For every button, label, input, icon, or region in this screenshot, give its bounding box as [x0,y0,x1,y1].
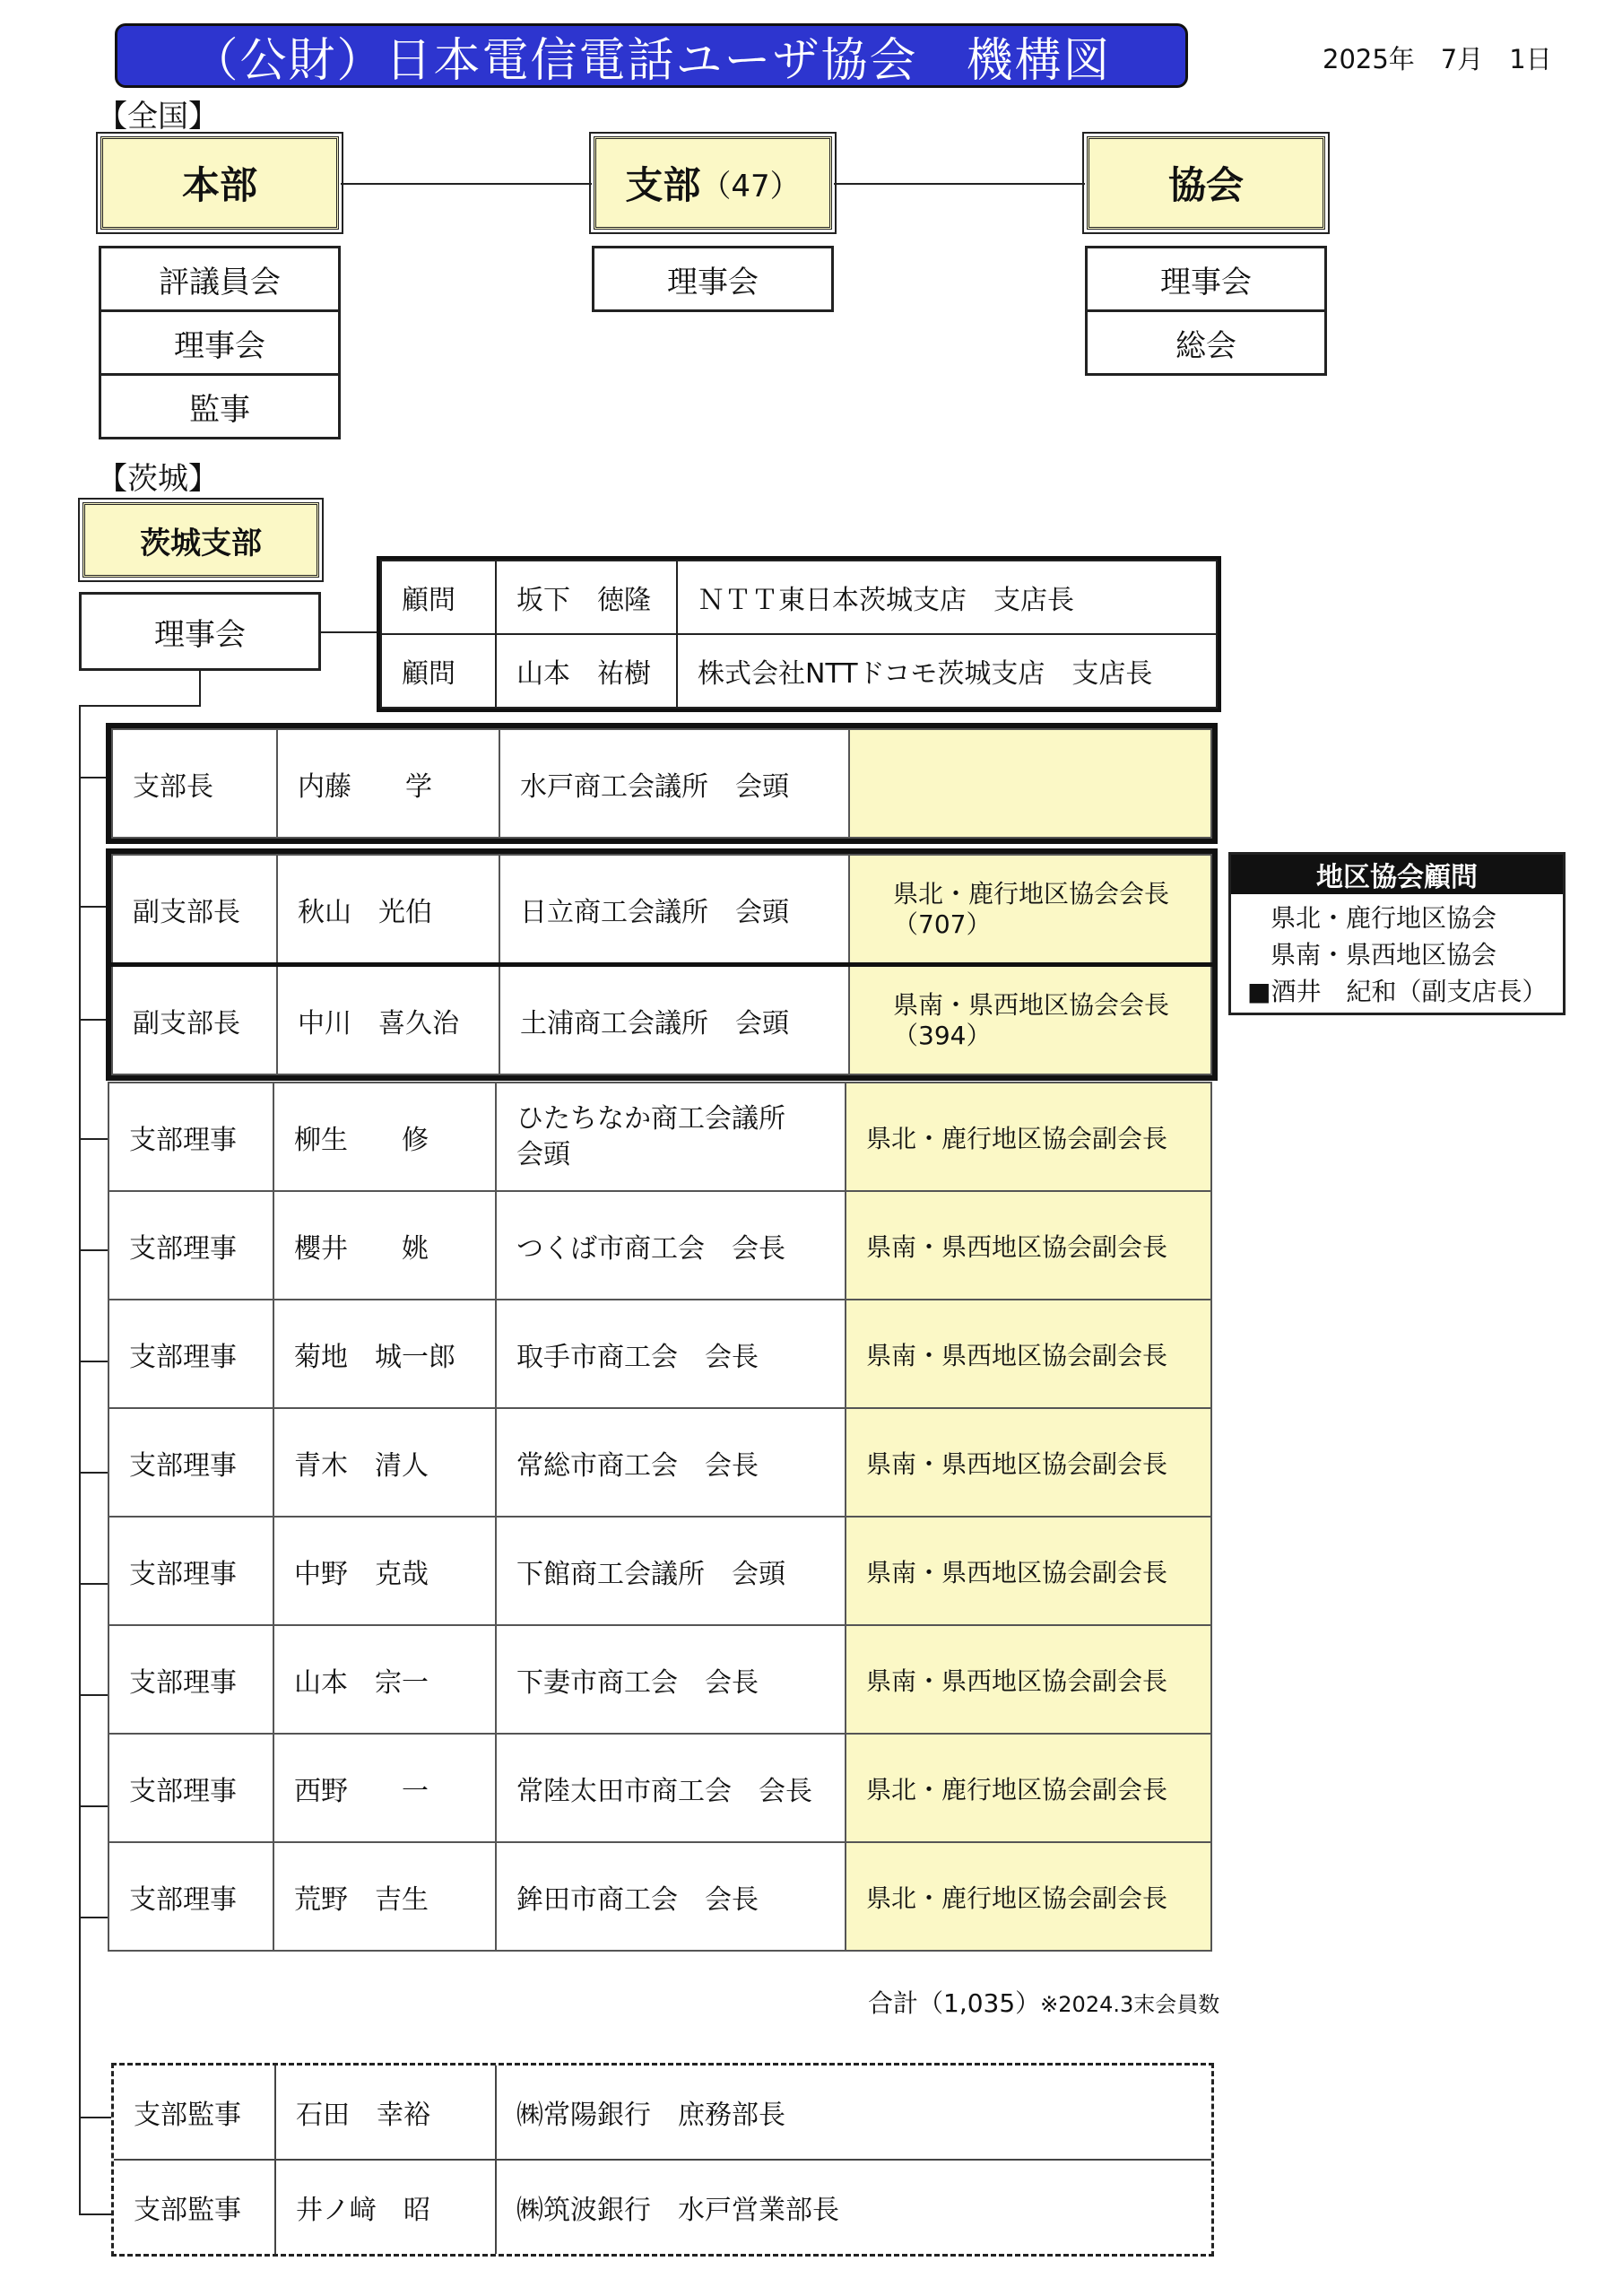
member-org: 水戸商工会議所 会頭 [499,729,849,838]
member-area: 県北・鹿行地区協会副会長 [846,1842,1211,1951]
connector-tick [79,1361,108,1362]
member-name: 西野 一 [273,1734,496,1842]
honbu-item: 監事 [189,391,250,428]
honbu-item: 評議員会 [101,248,338,312]
advisor-role: 顧問 [381,561,496,634]
member-org: 取手市商工会 会長 [496,1300,846,1408]
member-area: 県南・県西地区協会副会長 [846,1517,1211,1625]
member-name: 青木 清人 [273,1408,496,1517]
connector-honbu-shibu [341,183,592,185]
honbu-committees [99,246,341,439]
auditor-row [114,2066,1211,2160]
member-org: つくば市商工会 会長 [496,1191,846,1300]
vice-head-frame [106,848,1218,1081]
member-row [112,855,1211,965]
member-name: 内藤 学 [277,729,499,838]
member-area [849,855,1211,965]
directors-table [108,1082,1212,1952]
member-row [108,1625,1211,1734]
member-area-count: （394） [893,1020,992,1050]
page-title [115,23,1188,88]
member-name: 秋山 光伯 [277,855,499,965]
connector-tick [79,1583,108,1585]
member-org: 日立商工会議所 会頭 [499,855,849,965]
member-row [108,1083,1211,1191]
auditors-table [114,2066,1211,2254]
kyokai-title: 協会 [1167,163,1244,207]
connector-tick [79,1694,108,1696]
member-area-count: （707） [893,909,992,939]
district-advisor-line: 県北・鹿行地区協会 [1271,903,1497,933]
district-advisor-body [1231,894,1563,1010]
advisors-table-frame [377,556,1221,712]
kyokai-box [1087,136,1325,230]
member-area: 県南・県西地区協会副会長 [846,1408,1211,1517]
connector-board-down [199,671,201,705]
member-name: 柳生 修 [273,1083,496,1191]
auditor-name: 石田 幸裕 [275,2066,496,2160]
connector-shibu-kyokai [834,183,1085,185]
member-row [108,1300,1211,1408]
shibu-item: 理事会 [667,264,759,300]
member-role: 支部理事 [108,1842,273,1951]
vice-head-table [111,854,1212,1075]
kyokai-item: 総会 [1175,327,1236,364]
member-area: 県南・県西地区協会副会長 [846,1625,1211,1734]
member-org: 土浦商工会議所 会頭 [499,965,849,1075]
member-role: 支部長 [112,729,277,838]
member-total-note: ※2024.3末会員数 [1040,1992,1220,2017]
page-title-text: （公財）日本電信電話ユーザ協会 機構図 [191,33,1112,88]
connector-board-elbow [79,705,201,707]
member-row [108,1408,1211,1517]
ibaraki-board-box [79,592,321,671]
connector-trunk [79,705,81,2215]
member-role: 副支部長 [112,965,277,1075]
advisor-org: 株式会社NTTドコモ茨城支店 支店長 [677,634,1217,708]
shibu-title: 支部 [625,163,701,207]
member-row [108,1517,1211,1625]
auditors-frame [111,2063,1214,2257]
member-role: 支部理事 [108,1191,273,1300]
member-role: 支部理事 [108,1625,273,1734]
member-org: 常陸太田市商工会 会長 [496,1734,846,1842]
member-total-count: 合計（1,035） [868,1988,1041,2018]
member-role: 副支部長 [112,855,277,965]
member-total [868,1984,1219,2020]
auditor-role: 支部監事 [114,2160,275,2254]
member-org: 鉾田市商工会 会長 [496,1842,846,1951]
district-advisor-box [1228,852,1566,1015]
ibaraki-branch-box [82,502,319,578]
advisors-table [380,560,1218,709]
auditor-row [114,2160,1211,2254]
member-org-line: ひたちなか商工会議所 [516,1102,785,1135]
connector-tick [79,1805,108,1807]
auditor-role: 支部監事 [114,2066,275,2160]
ibaraki-board-title: 理事会 [154,616,246,653]
ibaraki-section-label: 【茨城】 [97,461,219,497]
member-area: 県南・県西地区協会副会長 [846,1191,1211,1300]
honbu-item: 理事会 [101,312,338,376]
member-area: 県北・鹿行地区協会副会長 [846,1083,1211,1191]
kyokai-committees [1085,246,1327,376]
shibu-count: （47） [700,168,801,204]
district-advisor-line: 県南・県西地区協会 [1271,940,1497,970]
kyokai-item: 理事会 [1088,248,1324,312]
member-area-line: 県北・鹿行地区協会会長 [893,878,1170,909]
member-row [108,1842,1211,1951]
member-org: 常総市商工会 会長 [496,1408,846,1517]
member-name: 中野 克哉 [273,1517,496,1625]
connector-tick [79,2117,111,2118]
honbu-title: 本部 [181,163,257,207]
national-section-label: 【全国】 [97,99,219,135]
directors-frame [108,1082,1212,1952]
auditor-name: 井ノ﨑 昭 [275,2160,496,2254]
shibu-box [594,136,832,230]
issue-date: 2025年 7月 1日 [1323,44,1552,74]
member-row [108,1734,1211,1842]
member-area-line: 県南・県西地区協会会長 [893,989,1170,1020]
connector-board-advisors [321,631,377,633]
member-area [849,965,1211,1075]
member-area [849,729,1211,838]
advisor-org: ＮＴＴ東日本茨城支店 支店長 [677,561,1217,634]
connector-tick [79,777,108,778]
advisor-row [381,561,1217,634]
member-name: 櫻井 姚 [273,1191,496,1300]
member-org: 下館商工会議所 会頭 [496,1517,846,1625]
member-row [112,965,1211,1075]
member-row [112,729,1211,838]
member-name: 中川 喜久治 [277,965,499,1075]
member-role: 支部理事 [108,1517,273,1625]
member-name: 菊地 城一郎 [273,1300,496,1408]
advisor-name: 山本 祐樹 [496,634,677,708]
member-area: 県北・鹿行地区協会副会長 [846,1734,1211,1842]
connector-tick [79,1917,108,1918]
district-advisor-line: ■酒井 紀和（副支店長） [1247,977,1548,1006]
member-org: 下妻市商工会 会長 [496,1625,846,1734]
connector-tick [79,1472,108,1474]
advisor-row [381,634,1217,708]
member-org [496,1083,846,1191]
district-advisor-title: 地区協会顧問 [1231,855,1563,894]
member-role: 支部理事 [108,1408,273,1517]
branch-head-frame [106,723,1218,844]
branch-head-table [111,728,1212,839]
connector-tick [79,906,108,908]
member-name: 山本 宗一 [273,1625,496,1734]
connector-tick [79,1019,108,1021]
advisor-name: 坂下 徳隆 [496,561,677,634]
member-role: 支部理事 [108,1734,273,1842]
advisor-role: 顧問 [381,634,496,708]
member-area: 県南・県西地区協会副会長 [846,1300,1211,1408]
ibaraki-branch-title: 茨城支部 [140,525,262,561]
member-org-line: 会頭 [516,1138,570,1170]
member-name: 荒野 吉生 [273,1842,496,1951]
auditor-org: ㈱常陽銀行 庶務部長 [496,2066,1211,2160]
honbu-box [100,136,339,230]
shibu-committees [592,246,834,312]
auditor-org: ㈱筑波銀行 水戸営業部長 [496,2160,1211,2254]
connector-tick [79,1138,108,1140]
connector-tick [79,1249,108,1251]
member-row [108,1191,1211,1300]
connector-tick [79,2213,111,2215]
member-role: 支部理事 [108,1083,273,1191]
member-role: 支部理事 [108,1300,273,1408]
